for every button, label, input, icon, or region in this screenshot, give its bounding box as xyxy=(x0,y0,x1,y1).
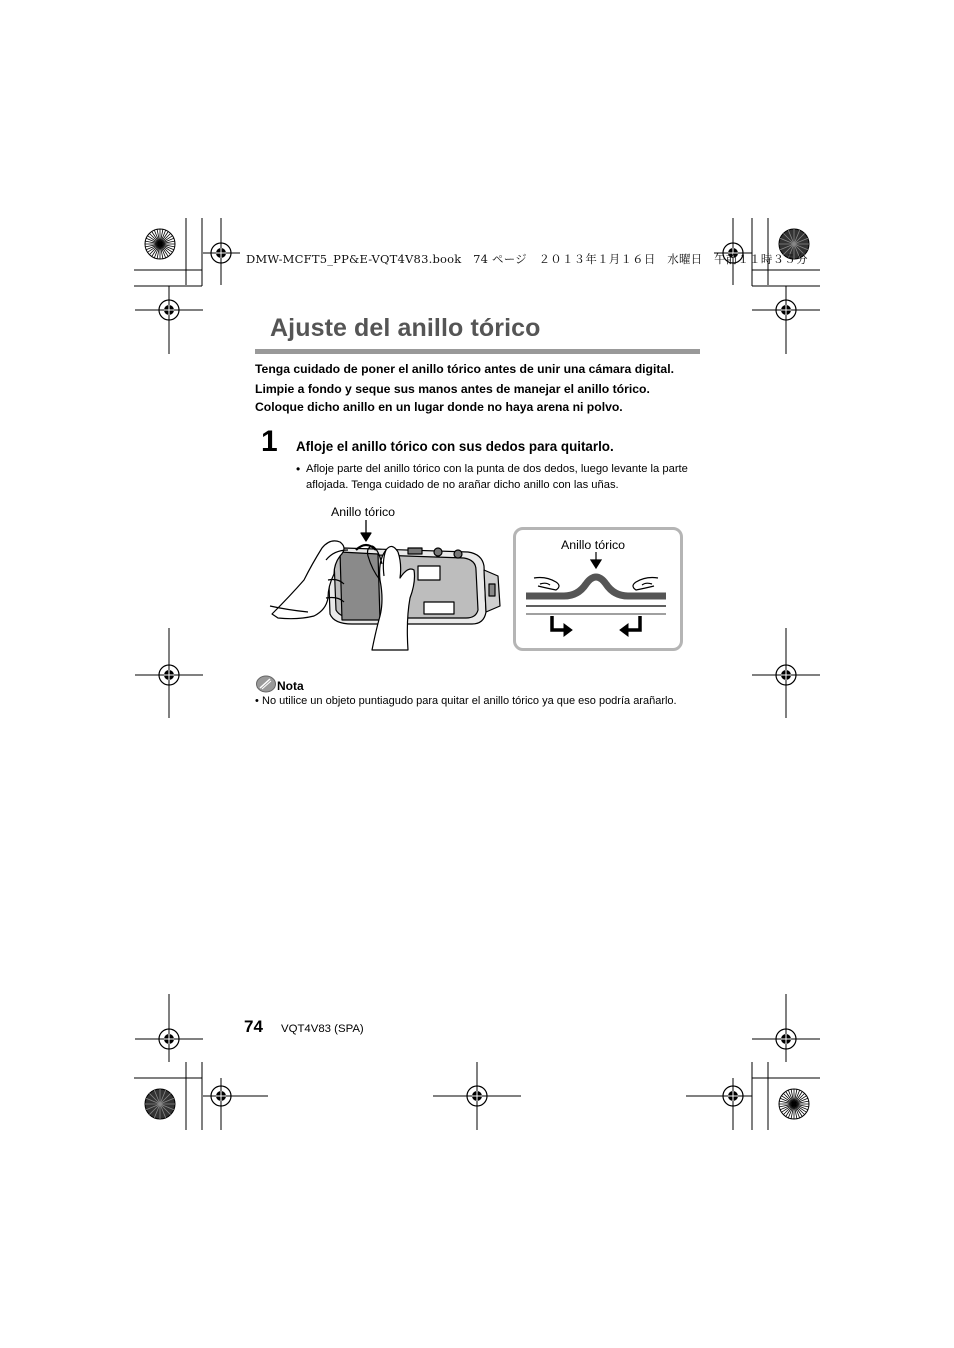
intro-block xyxy=(255,360,674,417)
intro-line-3: Coloque dicho anillo en un lugar donde no haya arena ni polvo. xyxy=(255,400,623,414)
figure-label-left: Anillo tórico xyxy=(331,505,396,519)
housing-illustration xyxy=(268,520,504,652)
oring-detail-diagram xyxy=(516,552,676,644)
page-number: 74 xyxy=(244,1017,263,1036)
document-code: VQT4V83 (SPA) xyxy=(281,1023,364,1035)
note-text: No utilice un objeto puntiagudo para quitar el anillo tórico ya que eso podría arañarlo. xyxy=(262,695,677,707)
print-header: DMW-MCFT5_PP&E-VQT4V83.book 74 ページ ２０１３年１月１６日 水曜日 午前１１時３５分 xyxy=(246,252,808,266)
step-instruction: Afloje el anillo tórico con sus dedos para quitarlo. xyxy=(296,439,614,454)
step-bullet: Afloje parte del anillo tórico con la punta de dos dedos, luego levante la parte aflojada. Tenga cuidado de no arañar dicho anillo con las uñas. xyxy=(306,463,688,491)
note-label: Nota xyxy=(277,679,304,693)
page-title: Ajuste del anillo tórico xyxy=(270,314,541,342)
intro-line-2: Limpie a fondo y seque sus manos antes de manejar el anillo tórico. xyxy=(255,381,650,396)
intro-line-1: Tenga cuidado de poner el anillo tórico antes de unir una cámara digital. xyxy=(255,362,674,376)
figure-label-right: Anillo tórico xyxy=(561,538,626,552)
step-number: 1 xyxy=(261,425,278,458)
bullet-marker: • xyxy=(296,462,301,476)
note-icon xyxy=(256,675,276,693)
note-bullet-marker: • xyxy=(255,695,259,707)
title-underline xyxy=(255,349,700,354)
